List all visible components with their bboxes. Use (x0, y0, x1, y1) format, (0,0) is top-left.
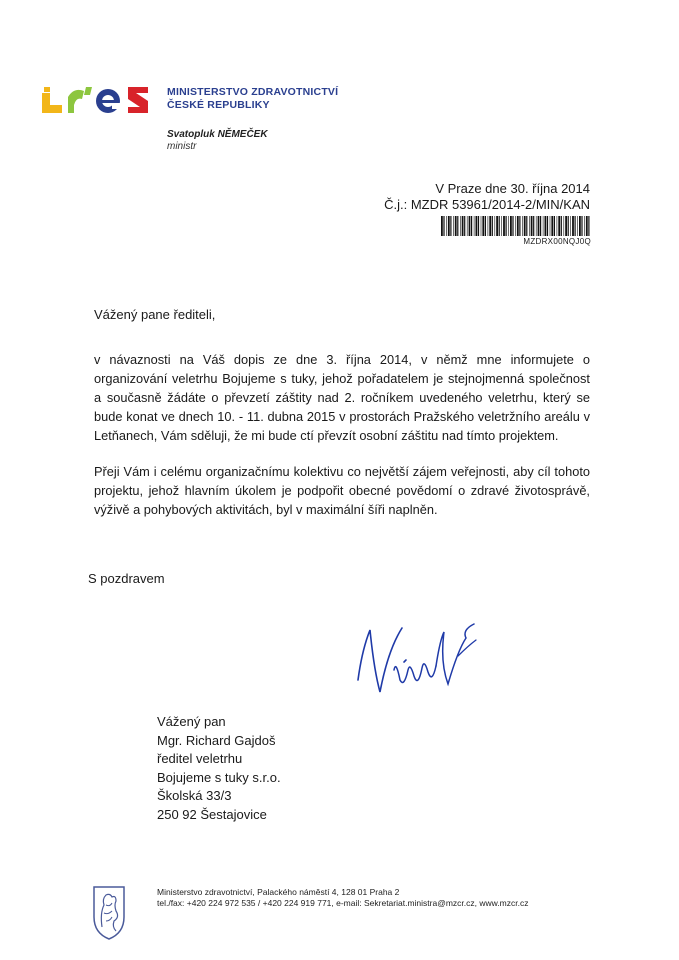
reference-number: Č.j.: MZDR 53961/2014-2/MIN/KAN (384, 197, 590, 212)
minister-name: Svatopluk NĚMEČEK (167, 129, 268, 140)
salutation: Vážený pane řediteli, (94, 307, 216, 322)
footer-address: Ministerstvo zdravotnictví, Palackého náměstí 4, 128 01 Praha 2 (157, 887, 400, 897)
closing: S pozdravem (88, 571, 165, 586)
recipient-line6: 250 92 Šestajovice (157, 806, 267, 822)
recipient-address (157, 713, 281, 824)
dateline (384, 181, 590, 213)
ministry-logo-icon (40, 83, 160, 115)
barcode-icon (441, 216, 591, 236)
ministry-name-line1: MINISTERSTVO ZDRAVOTNICTVÍ (167, 86, 339, 98)
handwritten-signature (340, 610, 500, 700)
ministry-name (167, 86, 338, 112)
recipient-line4: Bojujeme s tuky s.r.o. (157, 769, 281, 785)
ministry-name-line2: ČESKÉ REPUBLIKY (167, 99, 270, 111)
letter-date: V Praze dne 30. října 2014 (435, 181, 590, 196)
recipient-line2: Mgr. Richard Gajdoš (157, 732, 276, 748)
recipient-line1: Vážený pan (157, 714, 226, 729)
minister-role: ministr (167, 141, 197, 152)
footer-contact (157, 887, 528, 909)
state-emblem-icon (92, 883, 126, 941)
paragraph-1: v návaznosti na Váš dopis ze dne 3. října 2014, v němž mne informujete o organizování veletrhu Bojujeme s tuky, jehož pořadatelem je stejnojmenná společnost a současně žádáte o převzetí záštity nad 2. ročníkem uvedeného veletrhu, který se bude konat ve dnech 10. - 11. dubna 2015 v prostorách Pražského veletržního areálu v Letňanech, Vám sděluji, že mi bude ctí převzít osobní záštitu nad tímto projektem. (94, 352, 590, 443)
recipient-line5: Školská 33/3 (157, 788, 232, 803)
footer-phone-email: tel./fax: +420 224 972 535 / +420 224 919 771, e-mail: Sekretariat.ministra@mzcr.cz, www.mzcr.cz (157, 898, 529, 908)
recipient-line3: ředitel veletrhu (157, 751, 243, 766)
paragraph-2: Přeji Vám i celému organizačnímu kolektivu co největší zájem veřejnosti, aby cíl tohoto projektu, jehož hlavním úkolem je podpořit obecné povědomí o zdravé životosprávě, výživě a pohybových aktivitách, byl v maximální šíři naplněn. (94, 464, 590, 517)
barcode-text: MZDRX00NQJ0Q (523, 237, 591, 246)
